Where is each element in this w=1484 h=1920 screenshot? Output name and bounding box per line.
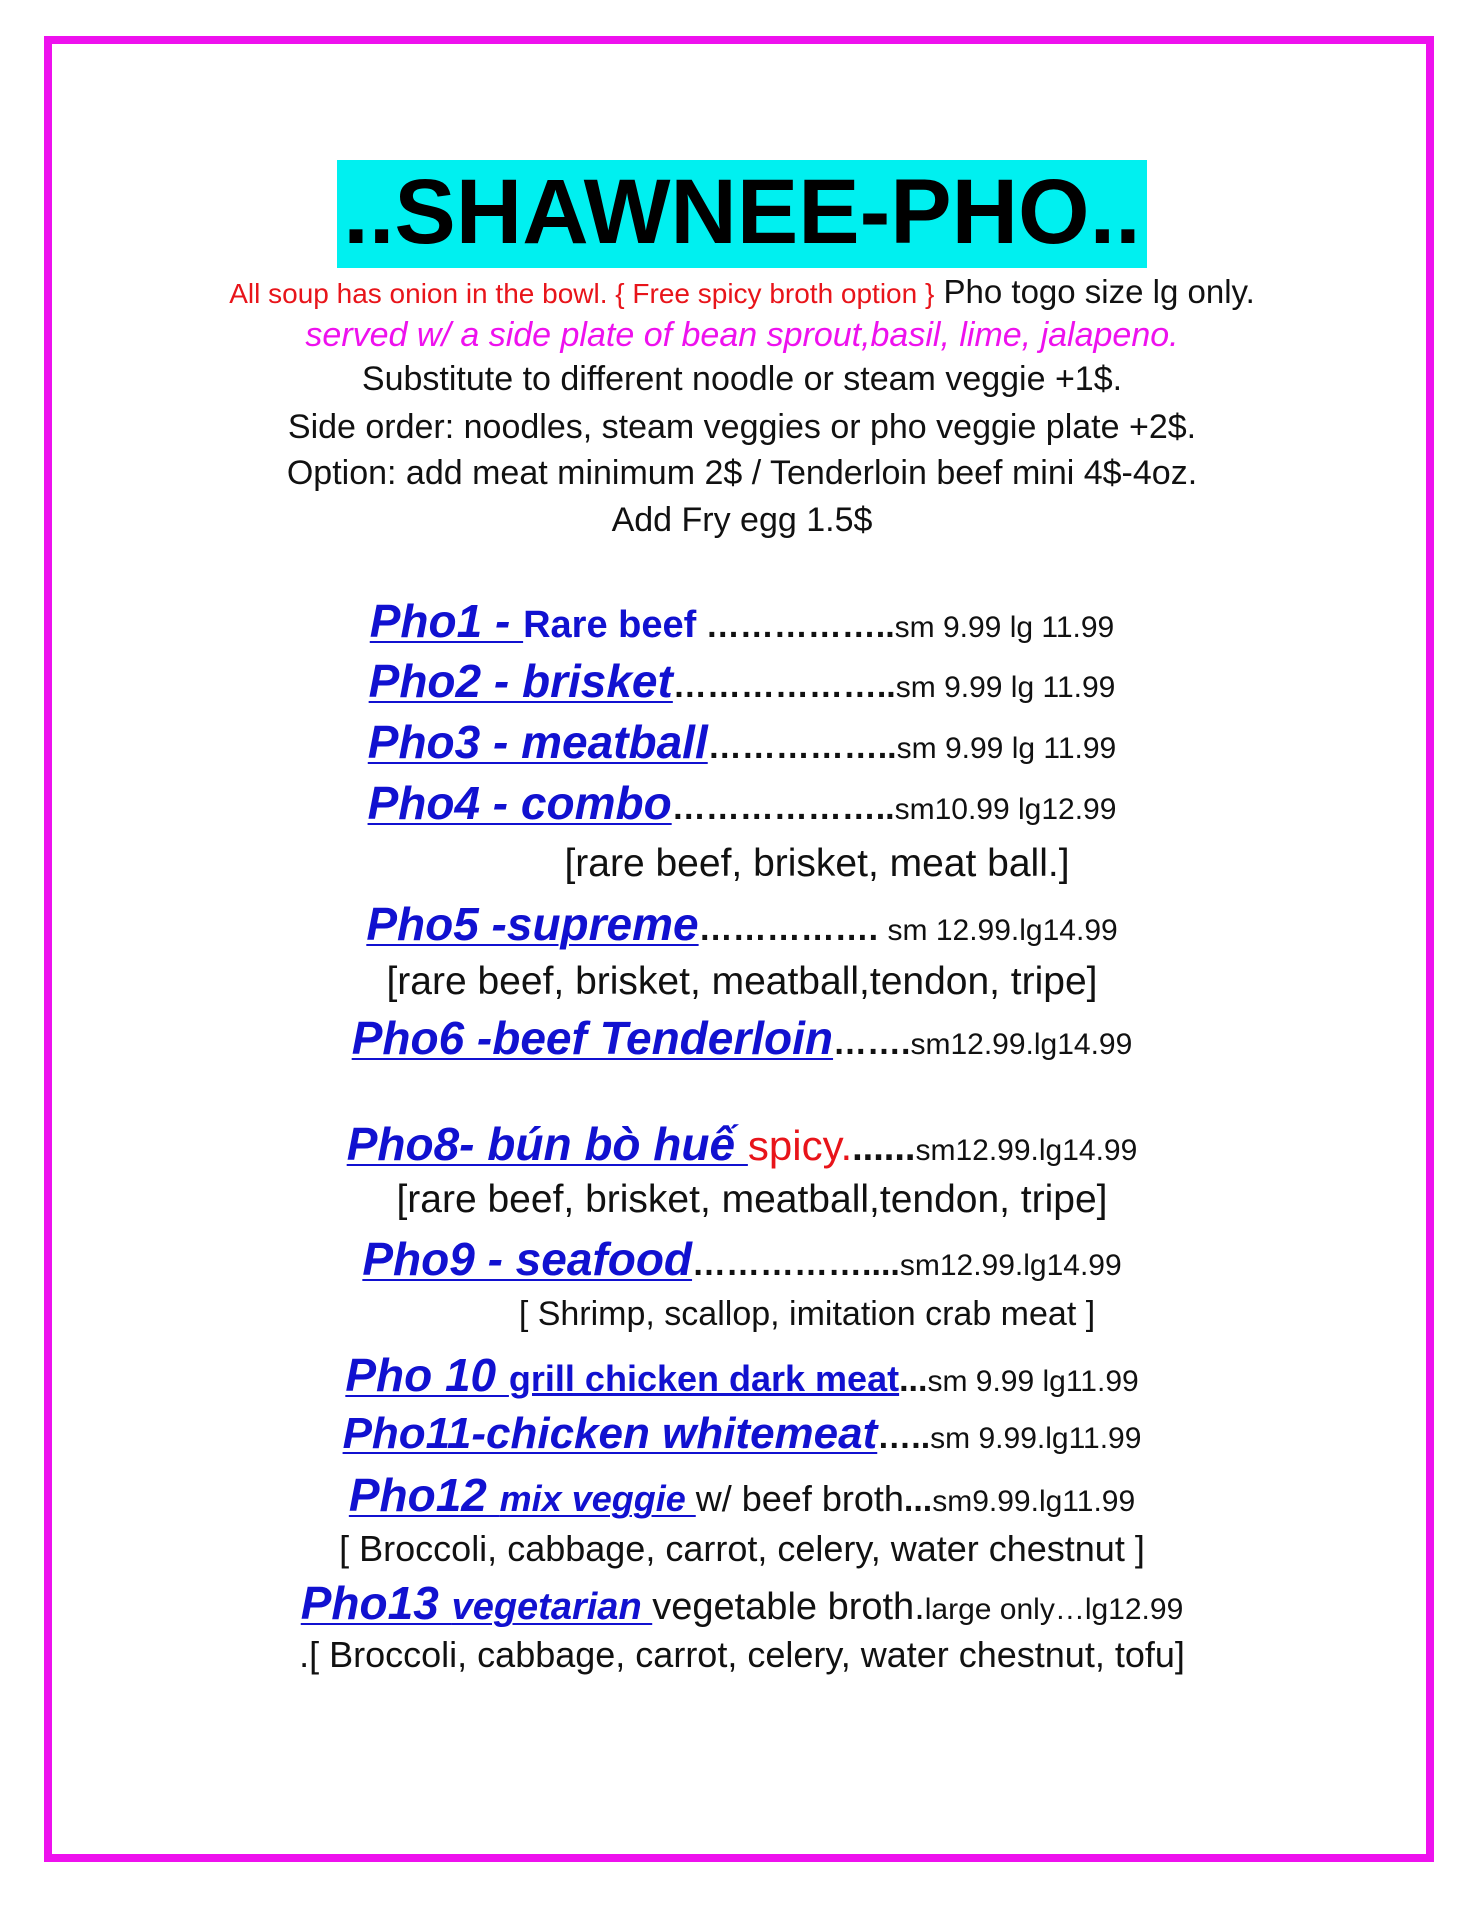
item-dots: ……………..: [707, 728, 897, 766]
item-name: Pho9 - seafood: [362, 1233, 693, 1285]
menu-item-pho1: [0, 595, 1484, 647]
item-price: sm10.99 lg12.99: [894, 793, 1117, 826]
item-price: sm9.99.lg11.99: [932, 1485, 1136, 1518]
item-price: sm12.99.lg14.99: [915, 1134, 1138, 1167]
item-desc-pho8: [rare beef, brisket, meatball,tendon, tripe]: [396, 1178, 1108, 1221]
note-option: Option: add meat minimum 2$ / Tenderloin beef mini 4$-4oz.: [286, 454, 1198, 492]
item-name: Pho2 - brisket: [368, 655, 673, 707]
item-extra: vegetable broth.: [652, 1586, 925, 1628]
note-togo: Pho togo size lg only.: [934, 273, 1255, 310]
item-dots: …..: [877, 1418, 931, 1456]
item-price: sm12.99.lg14.99: [899, 1249, 1122, 1282]
item-spicy: spicy.: [747, 1122, 853, 1169]
item-desc-pho13: .[ Broccoli, cabbage, carrot, celery, water chestnut, tofu]: [299, 1634, 1185, 1675]
item-name: Pho5 -supreme: [366, 898, 699, 950]
item-dots: …….: [833, 1024, 911, 1062]
item-price: lg12.99: [1084, 1593, 1184, 1626]
item-name: Pho3 - meatball: [367, 716, 708, 768]
note-side-plate: served w/ a side plate of bean sprout,basil, lime, jalapeno.: [305, 316, 1179, 354]
title-row: [0, 160, 1484, 268]
item-name: Pho11-chicken whitemeat: [342, 1409, 878, 1458]
menu-item-pho11: [0, 1409, 1484, 1458]
menu-item-pho13: [0, 1577, 1484, 1629]
item-price: sm12.99.lg14.99: [910, 1028, 1133, 1061]
item-dots: …: [1054, 1593, 1085, 1626]
item-name: Pho8- bún bò huế: [346, 1118, 748, 1170]
menu-item-pho8: [0, 1118, 1484, 1170]
item-name: Pho12: [348, 1469, 500, 1521]
item-dots: ………………..: [671, 789, 895, 827]
item-sub: grill chicken dark meat: [508, 1358, 900, 1399]
menu-item-pho4: [0, 777, 1484, 829]
item-price: sm 12.99.lg14.99: [887, 914, 1118, 947]
note-side-order: Side order: noodles, steam veggies or pho veggie plate +2$.: [287, 408, 1197, 446]
item-name: Pho13: [300, 1577, 452, 1629]
note-onion-row: [0, 275, 1484, 308]
restaurant-title: ..SHAWNEE-PHO..: [337, 160, 1146, 268]
note-egg: Add Fry egg 1.5$: [611, 501, 873, 539]
item-desc-pho4: [rare beef, brisket, meat ball.]: [564, 842, 1070, 885]
item-dots: ………………..: [672, 667, 896, 705]
item-name: Pho 10: [345, 1349, 509, 1401]
item-desc-pho9: [ Shrimp, scallop, imitation crab meat ]: [518, 1295, 1096, 1333]
item-dots: …………….: [698, 910, 888, 948]
item-name: Pho4 - combo: [367, 777, 672, 829]
note-onion: All soup has onion in the bowl. { Free spicy broth option }: [229, 278, 935, 309]
note-side-plate-row: [0, 318, 1484, 352]
item-dots: ……………....: [692, 1245, 900, 1283]
item-desc-pho12: [ Broccoli, cabbage, carrot, celery, water chestnut ]: [339, 1528, 1145, 1569]
item-name: Pho1 -: [369, 595, 524, 647]
item-price: sm 9.99 lg 11.99: [895, 671, 1116, 704]
item-sub: mix veggie: [499, 1478, 696, 1519]
menu-item-pho12: [0, 1469, 1484, 1521]
item-extra2: large only: [924, 1593, 1055, 1626]
item-dots: ...: [899, 1361, 928, 1399]
note-substitute: Substitute to different noodle or steam veggie +1$.: [361, 360, 1123, 398]
item-name: Pho6 -beef Tenderloin: [351, 1012, 834, 1064]
item-sub: vegetarian: [451, 1586, 653, 1628]
menu-item-pho2: [0, 655, 1484, 707]
menu-item-pho6: [0, 1012, 1484, 1064]
item-price: sm 9.99 lg 11.99: [894, 611, 1115, 644]
item-price: sm 9.99.lg11.99: [930, 1422, 1142, 1455]
item-extra: w/ beef broth: [695, 1478, 904, 1519]
menu-item-pho3: [0, 716, 1484, 768]
menu-item-pho9: [0, 1233, 1484, 1285]
item-dots: ...: [903, 1481, 933, 1519]
item-dots: ......: [852, 1127, 916, 1169]
item-desc-pho5: [rare beef, brisket, meatball,tendon, tripe]: [386, 960, 1098, 1003]
menu-item-pho10: [0, 1349, 1484, 1401]
item-price: sm 9.99 lg 11.99: [896, 732, 1117, 765]
item-dots: ……………..: [696, 607, 895, 645]
menu-item-pho5: [0, 898, 1484, 950]
item-sub: Rare beef: [523, 604, 697, 646]
item-price: sm 9.99 lg11.99: [927, 1365, 1139, 1398]
